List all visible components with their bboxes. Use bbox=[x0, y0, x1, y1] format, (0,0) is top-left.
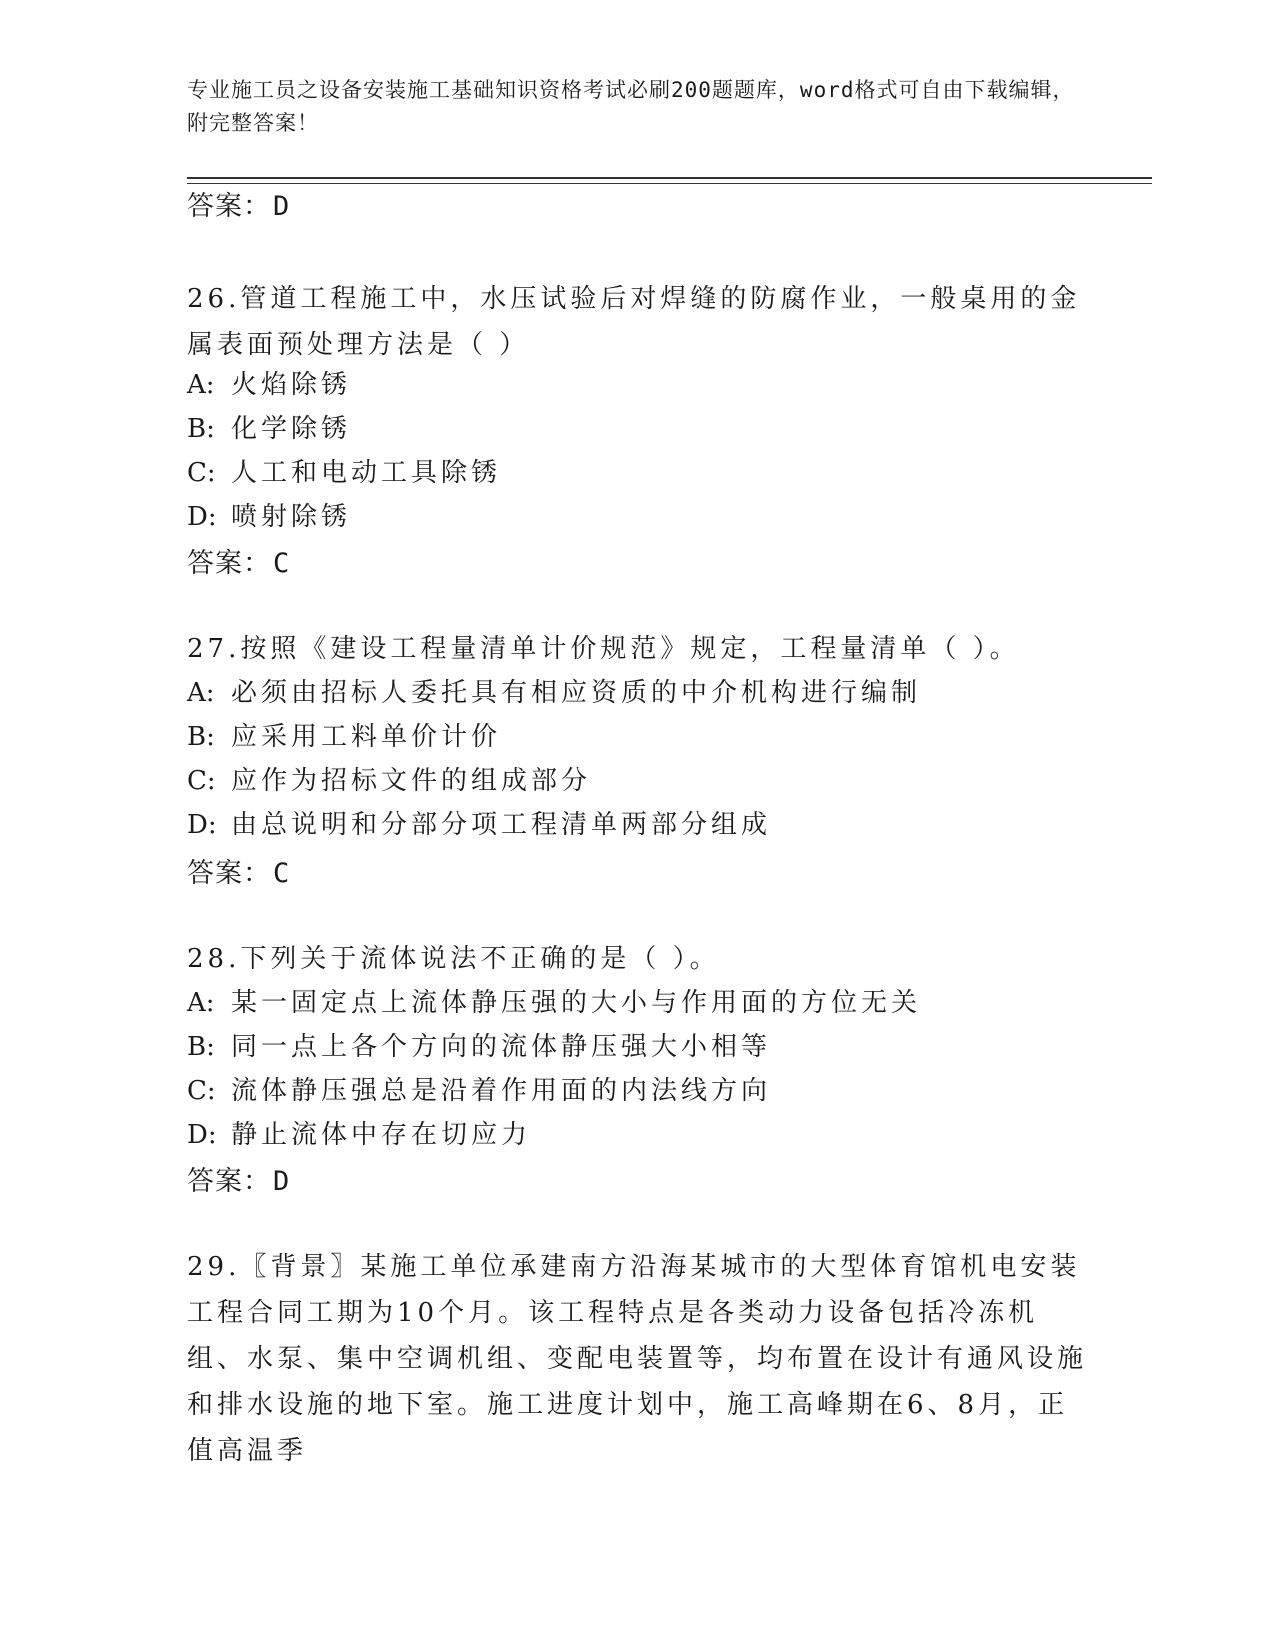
question-27-answer bbox=[187, 858, 290, 890]
question-28-option-c bbox=[187, 1068, 771, 1114]
question-27-text: 27.按照《建设工程量清单计价规范》规定，工程量清单（ ）。 bbox=[187, 634, 1020, 664]
option-key: D: bbox=[187, 1120, 217, 1150]
question-27-option-a bbox=[187, 670, 921, 716]
header-rule-thin bbox=[187, 183, 1152, 184]
answer-value: D bbox=[273, 1166, 291, 1197]
option-text: 应采用工料单价计价 bbox=[231, 722, 502, 752]
question-28-option-a bbox=[187, 980, 921, 1026]
question-26-option-c bbox=[187, 450, 501, 496]
answer-prev bbox=[187, 191, 290, 223]
option-key: A: bbox=[187, 370, 215, 400]
option-text: 同一点上各个方向的流体静压强大小相等 bbox=[231, 1032, 772, 1062]
option-text: 火焰除锈 bbox=[231, 370, 352, 400]
question-27-option-b bbox=[187, 714, 501, 760]
question-27-option-c bbox=[187, 758, 591, 804]
header-rule-thick bbox=[187, 177, 1152, 179]
question-29-text: 29.〖背景〗某施工单位承建南方沿海某城市的大型体育馆机电安装工程合同工期为10个月。该工程特点是各类动力设备包括冷冻机组、水泵、集中空调机组、变配电装置等，均布置在设计有通风设施和排水设施的地下室。施工进度计划中，施工高峰期在6、8月，正值高温季 bbox=[187, 1252, 1088, 1466]
answer-label: 答案： bbox=[187, 191, 271, 222]
answer-value: D bbox=[273, 191, 291, 222]
option-text: 某一固定点上流体静压强的大小与作用面的方位无关 bbox=[231, 988, 922, 1018]
option-key: C: bbox=[187, 458, 216, 488]
option-text: 应作为招标文件的组成部分 bbox=[231, 766, 592, 796]
option-key: A: bbox=[187, 678, 215, 708]
option-text: 人工和电动工具除锈 bbox=[231, 458, 502, 488]
answer-label: 答案： bbox=[187, 1166, 271, 1197]
question-26-text: 26.管道工程施工中，水压试验后对焊缝的防腐作业，一般桌用的金属表面预处理方法是（ ） bbox=[187, 284, 1081, 360]
answer-label: 答案： bbox=[187, 858, 271, 889]
option-key: D: bbox=[187, 810, 217, 840]
question-26-option-a bbox=[187, 362, 351, 408]
option-text: 必须由招标人委托具有相应资质的中介机构进行编制 bbox=[231, 678, 922, 708]
question-28-option-d bbox=[187, 1112, 531, 1158]
option-text: 静止流体中存在切应力 bbox=[231, 1120, 532, 1150]
option-key: A: bbox=[187, 988, 215, 1018]
question-28-text: 28.下列关于流体说法不正确的是（ ）。 bbox=[187, 944, 720, 974]
question-26-answer bbox=[187, 548, 290, 580]
question-28-option-b bbox=[187, 1024, 771, 1070]
option-text: 喷射除锈 bbox=[231, 502, 352, 532]
question-26-option-d bbox=[187, 494, 351, 540]
option-key: B: bbox=[187, 414, 215, 444]
answer-value: C bbox=[273, 548, 291, 579]
answer-label: 答案： bbox=[187, 548, 271, 579]
answer-value: C bbox=[273, 858, 291, 889]
option-key: B: bbox=[187, 722, 215, 752]
option-key: B: bbox=[187, 1032, 215, 1062]
question-28-answer bbox=[187, 1166, 290, 1198]
option-text: 流体静压强总是沿着作用面的内法线方向 bbox=[231, 1076, 772, 1106]
option-key: D: bbox=[187, 502, 217, 532]
document-header: 专业施工员之设备安装施工基础知识资格考试必刷200题题库，word格式可自由下载编辑，附完整答案！ bbox=[187, 78, 1075, 135]
question-26-option-b bbox=[187, 406, 351, 452]
option-key: C: bbox=[187, 1076, 216, 1106]
question-27-option-d bbox=[187, 802, 771, 848]
option-key: C: bbox=[187, 766, 216, 796]
option-text: 化学除锈 bbox=[231, 414, 352, 444]
option-text: 由总说明和分部分项工程清单两部分组成 bbox=[231, 810, 772, 840]
